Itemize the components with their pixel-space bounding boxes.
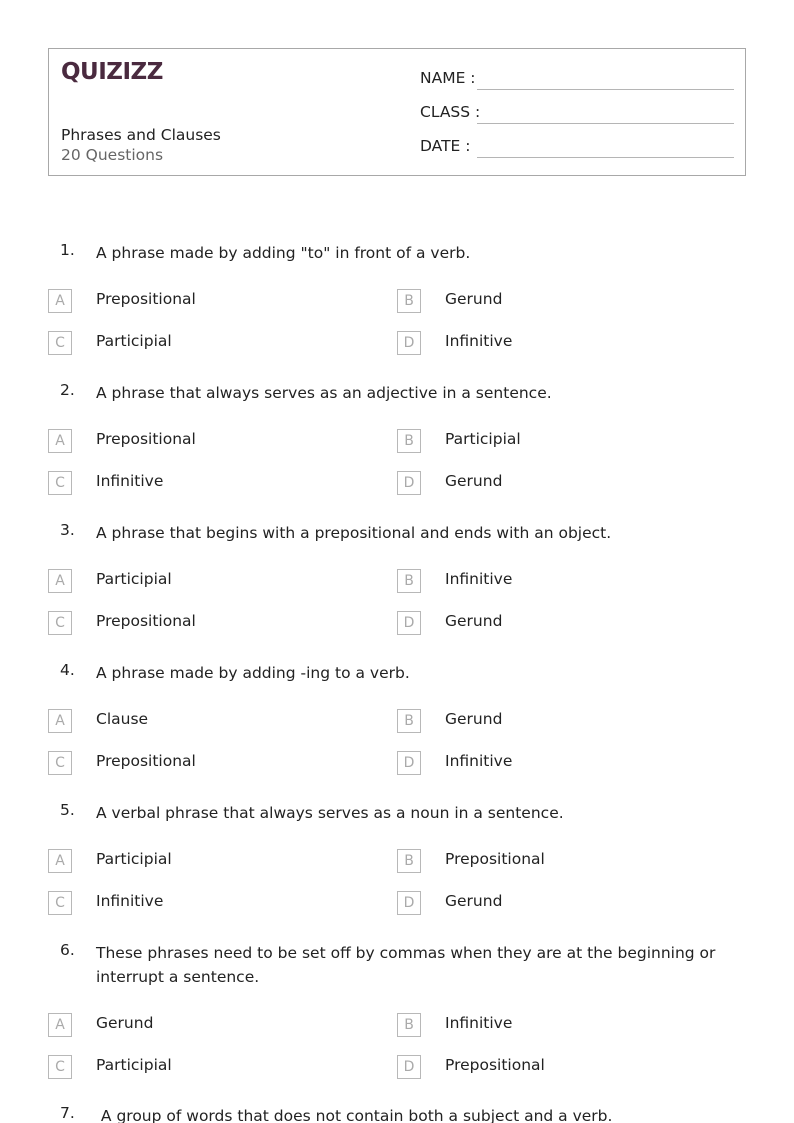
question-text: A phrase that always serves as an adjective in a sentence. [96, 384, 552, 402]
option-letter-box: A [48, 289, 72, 313]
question-text: A verbal phrase that always serves as a noun in a sentence. [96, 804, 564, 822]
option-text: Gerund [96, 1014, 154, 1032]
question-count: 20 Questions [61, 146, 164, 164]
question-number: 7. [60, 1104, 75, 1122]
option-text: Participial [96, 850, 172, 868]
option-letter-box: A [48, 569, 72, 593]
option-letter-box: C [48, 751, 72, 775]
option-letter-box: B [397, 849, 421, 873]
option-text: Gerund [445, 290, 503, 308]
option-text: Infinitive [445, 570, 513, 588]
question-number: 3. [60, 521, 75, 539]
option-text: Gerund [445, 612, 503, 630]
option-letter-box: B [397, 289, 421, 313]
name-field [420, 69, 734, 89]
option-letter-box: C [48, 331, 72, 355]
option-letter-box: A [48, 429, 72, 453]
option-letter-box: D [397, 1055, 421, 1079]
option-text: Participial [96, 332, 172, 350]
option-text: Prepositional [96, 430, 196, 448]
class-field [420, 103, 734, 123]
question-text: These phrases need to be set off by commas when they are at the beginning or interrupt a sentence. [96, 944, 716, 986]
option-letter-box: D [397, 331, 421, 355]
option-text: Infinitive [445, 1014, 513, 1032]
option-text: Clause [96, 710, 149, 728]
option-letter-box: D [397, 611, 421, 635]
option-text: Gerund [445, 710, 503, 728]
name-line [477, 89, 734, 90]
option-text: Gerund [445, 472, 503, 490]
question-text: A phrase that begins with a prepositional and ends with an object. [96, 524, 612, 542]
class-line [477, 123, 734, 124]
question-number: 6. [60, 941, 75, 959]
class-label: CLASS : [420, 103, 481, 121]
question-number: 1. [60, 241, 75, 259]
option-letter-box: C [48, 611, 72, 635]
option-letter-box: C [48, 471, 72, 495]
option-text: Gerund [445, 892, 503, 910]
option-letter-box: A [48, 1013, 72, 1037]
option-letter-box: B [397, 1013, 421, 1037]
date-line [477, 157, 734, 158]
option-letter-box: D [397, 751, 421, 775]
option-text: Prepositional [445, 1056, 545, 1074]
option-text: Prepositional [445, 850, 545, 868]
name-label: NAME : [420, 69, 476, 87]
option-letter-box: A [48, 709, 72, 733]
question-text: A phrase made by adding -ing to a verb. [96, 664, 410, 682]
option-text: Participial [96, 1056, 172, 1074]
worksheet-title: Phrases and Clauses [61, 126, 221, 144]
option-text: Participial [445, 430, 521, 448]
option-text: Prepositional [96, 752, 196, 770]
worksheet-header [48, 48, 746, 176]
option-text: Participial [96, 570, 172, 588]
option-text: Prepositional [96, 612, 196, 630]
option-letter-box: D [397, 471, 421, 495]
date-field [420, 137, 734, 157]
question-text: A phrase made by adding "to" in front of a verb. [96, 244, 471, 262]
option-letter-box: C [48, 891, 72, 915]
option-letter-box: B [397, 429, 421, 453]
option-letter-box: C [48, 1055, 72, 1079]
question-number: 2. [60, 381, 75, 399]
option-letter-box: B [397, 569, 421, 593]
option-letter-box: B [397, 709, 421, 733]
option-text: Infinitive [96, 472, 164, 490]
option-text: Prepositional [96, 290, 196, 308]
question-text: A group of words that does not contain both a subject and a verb. [96, 1107, 613, 1123]
option-text: Infinitive [445, 332, 513, 350]
option-letter-box: A [48, 849, 72, 873]
question-number: 4. [60, 661, 75, 679]
quizizz-logo: QUIZIZZ [61, 59, 163, 85]
option-text: Infinitive [96, 892, 164, 910]
date-label: DATE : [420, 137, 471, 155]
option-text: Infinitive [445, 752, 513, 770]
question-number: 5. [60, 801, 75, 819]
option-letter-box: D [397, 891, 421, 915]
